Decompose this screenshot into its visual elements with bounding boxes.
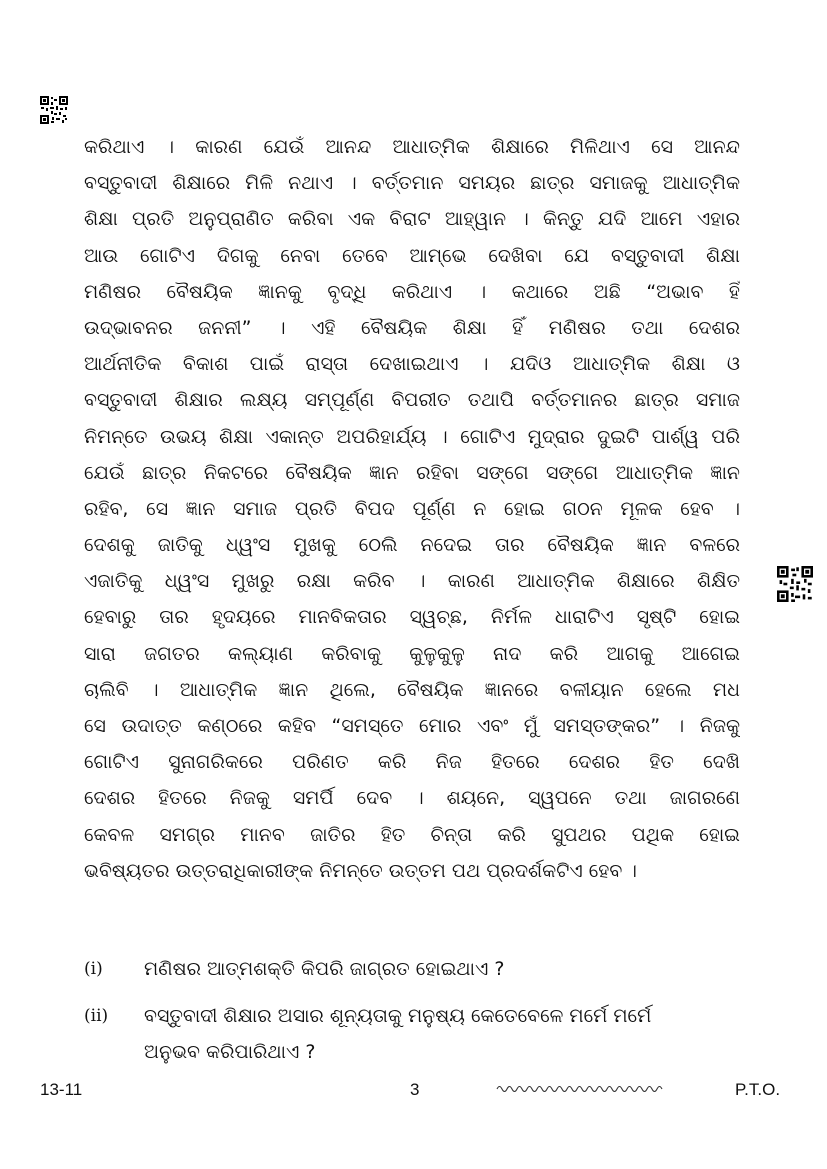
passage-line: ଦେଶକୁ ଜାତିକୁ ଧ୍ୱଂସ ମୁଖକୁ ଠେଲି ନଦେଇ ତାର ବୈଷୟିକ ଜ୍ଞାନ ବଳରେ <box>84 534 740 557</box>
qr-code-icon <box>776 566 814 602</box>
passage-line: କେବଳ ସମଗ୍ର ମାନବ ଜାତିର ହିତ ଚିନ୍ତା କରି ସୁପଥର ପଥିକ ହୋଇ <box>84 823 740 846</box>
question-item <box>84 951 744 987</box>
passage-line: ମଣିଷର ବୈଷୟିକ ଜ୍ଞାନକୁ ବୃଦ୍ଧି କରିଥାଏ । କଥାରେ ଅଛି “ଅଭାବ ହିଁ <box>84 280 740 303</box>
question-line: ମଣିଷର ଆତ୍ମଶକ୍ତି କିପରି ଜାଗ୍ରତ ହୋଇଥାଏ ? <box>144 958 505 980</box>
question-text <box>144 998 744 1070</box>
passage-line: ଆର୍ଥନୀତିକ ବିକାଶ ପାଇଁ ରାସ୍ତା ଦେଖାଇଥାଏ । ଯଦିଓ ଆଧାତ୍ମିକ ଶିକ୍ଷା ଓ <box>84 353 740 376</box>
passage-line: ନିମନ୍ତେ ଉଭୟ ଶିକ୍ଷା ଏକାନ୍ତ ଅପରିହାର୍ଯ୍ୟ । ଗୋଟିଏ ମୁଦ୍ରାର ଦୁଇଟି ପାର୍ଶ୍ୱ ପରି <box>84 425 740 448</box>
question-text <box>144 951 744 987</box>
pto-label: P.T.O. <box>735 1080 781 1099</box>
passage-line: ବସ୍ତୁବାଦୀ ଶିକ୍ଷାର ଲକ୍ଷ୍ୟ ସମ୍ପୂର୍ଣ୍ଣ ବିପରୀତ ତଥାପି ବର୍ତ୍ତମାନର ଛାତ୍ର ସମାଜ <box>84 389 740 412</box>
passage-line: ରହିବ, ସେ ଜ୍ଞାନ ସମାଜ ପ୍ରତି ବିପଦ ପୂର୍ଣ୍ଣ ନ ହୋଇ ଗଠନ ମୂଳକ ହେବ । <box>84 497 740 520</box>
passage-line: ଭବିଷ୍ୟତର ଉତ୍ତରାଧିକାରୀଙ୍କ ନିମନ୍ତେ ଉତ୍ତମ ପଥ ପ୍ରଦର୍ଶକଟିଏ ହେବ । <box>84 859 637 882</box>
question-number: (i) <box>84 959 103 979</box>
question-item <box>84 998 744 1070</box>
passage <box>84 129 740 889</box>
passage-line: ଏଜାତିକୁ ଧ୍ୱଂସ ମୁଖରୁ ରକ୍ଷା କରିବ । କାରଣ ଆଧାତ୍ମିକ ଶିକ୍ଷାରେ ଶିକ୍ଷିତ <box>84 570 740 593</box>
passage-line: କରିଥାଏ । କାରଣ ଯେଉଁ ଆନନ୍ଦ ଆଧାତ୍ମିକ ଶିକ୍ଷାରେ ମିଳିଥାଏ ସେ ଆନନ୍ଦ <box>84 136 740 158</box>
paper-code: 13-11 <box>40 1080 83 1099</box>
qr-code-top-left <box>40 96 68 124</box>
qr-code-right <box>776 566 814 602</box>
qr-code-icon <box>40 96 68 124</box>
passage-line: ହେବାରୁ ତାର ହୃଦୟରେ ମାନବିକତାର ସ୍ୱଚ୍ଛ, ନିର୍ମଳ ଧାରାଟିଏ ସୃଷ୍ଟି ହୋଇ <box>84 606 740 629</box>
passage-line: ଶିକ୍ଷା ପ୍ରତି ଅନୁପ୍ରାଣିତ କରିବା ଏକ ବିରାଟ ଆହ୍ୱାନ । କିନ୍ତୁ ଯଦି ଆମେ ଏହାର <box>84 208 740 231</box>
passage-line: ସେ ଉଦାତ୍ତ କଣ୍ଠରେ କହିବ “ସମସ୍ତେ ମୋର ଏବଂ ମୁଁ ସମସ୍ତଙ୍କର” । ନିଜକୁ <box>84 715 740 737</box>
passage-line: ଚାଲିବି । ଆଧାତ୍ମିକ ଜ୍ଞାନ ଥିଲେ, ବୈଷୟିକ ଜ୍ଞାନରେ ବଳୀୟାନ ହେଲେ ମଧ <box>84 678 740 701</box>
passage-line: ସାରା ଜଗତର କଲ୍ୟାଣ କରିବାକୁ କୁଳୁକୁଳୁ ନାଦ କରି ଆଗକୁ ଆଗେଇ <box>84 642 740 665</box>
passage-line: ଗୋଟିଏ ସୁନାଗରିକରେ ପରିଣତ କରି ନିଜ ହିତରେ ଦେଶର ହିତ ଦେଖି <box>84 751 740 774</box>
passage-line: ଉଦ୍ଭାବନର ଜନନୀ” । ଏହି ବୈଷୟିକ ଶିକ୍ଷା ହିଁ ମଣିଷର ତଥା ଦେଶର <box>84 316 740 339</box>
wavy-line-decoration <box>495 1080 665 1099</box>
page-number: 3 <box>410 1080 420 1099</box>
question-line: ଅନୁଭବ କରିପାରିଥାଏ ? <box>144 1041 316 1063</box>
passage-line: ଯେଉଁ ଛାତ୍ର ନିକଟରେ ବୈଷୟିକ ଜ୍ଞାନ ରହିବା ସଙ୍ଗେ ସଙ୍ଗେ ଆଧାତ୍ମିକ ଜ୍ଞାନ <box>84 461 740 484</box>
passage-line: ବସ୍ତୁବାଦୀ ଶିକ୍ଷାରେ ମିଳି ନଥାଏ । ବର୍ତ୍ତମାନ ସମୟର ଛାତ୍ର ସମାଜକୁ ଆଧାତ୍ମିକ <box>84 172 740 195</box>
passage-line: ଆଉ ଗୋଟିଏ ଦିଗକୁ ନେବା ତେବେ ଆମ୍ଭେ ଦେଖିବା ଯେ ବସ୍ତୁବାଦୀ ଶିକ୍ଷା <box>84 244 740 267</box>
question-line: ବସ୍ତୁବାଦୀ ଶିକ୍ଷାର ଅସାର ଶୂନ୍ୟତାକୁ ମନୁଷ୍ୟ କେତେବେଳେ ମର୍ମେ ମର୍ମେ <box>144 1005 652 1027</box>
passage-line: ଦେଶର ହିତରେ ନିଜକୁ ସମର୍ପି ଦେବ । ଶୟନେ, ସ୍ୱପନେ ତଥା ଜାଗରଣେ <box>84 787 740 810</box>
question-number: (ii) <box>84 1006 109 1026</box>
